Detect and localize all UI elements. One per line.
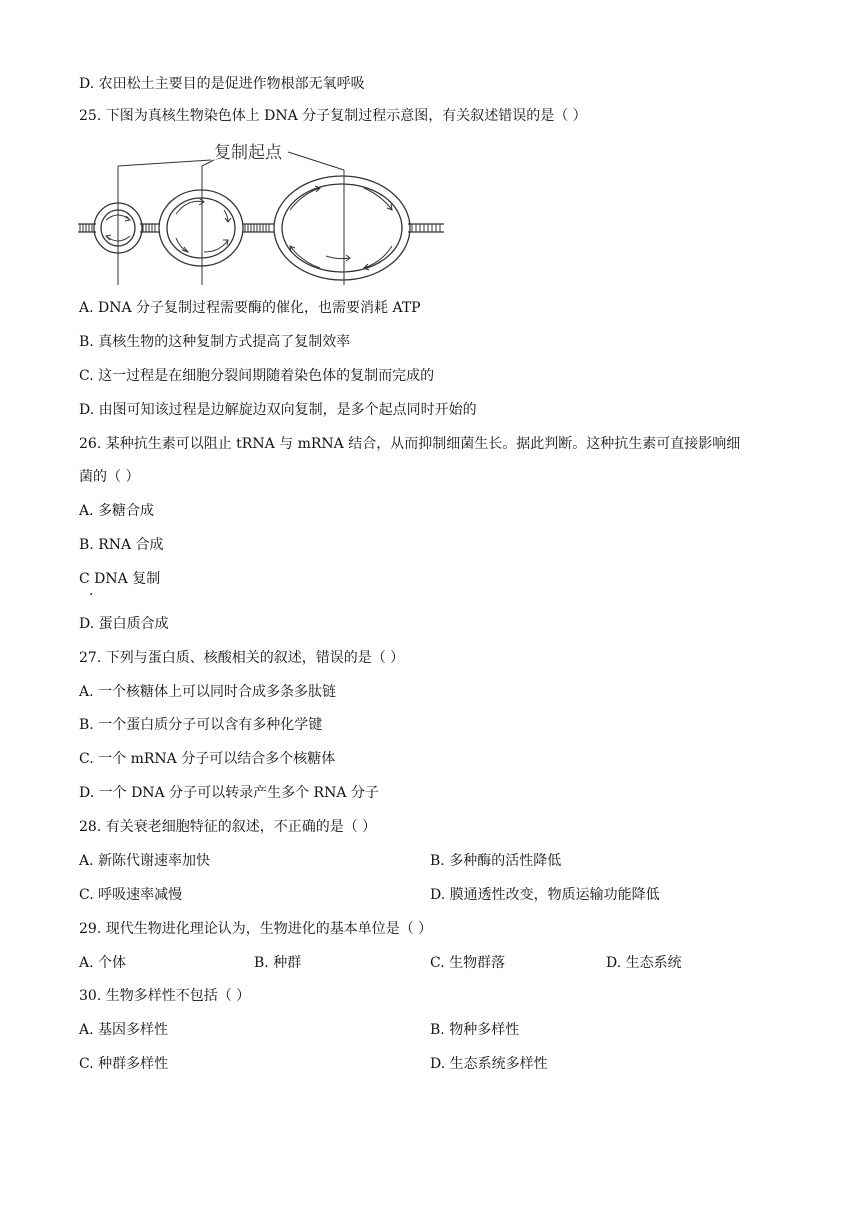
- q28-option-b: B. 多种酶的活性降低: [430, 853, 562, 869]
- q27-option-b: B. 一个蛋白质分子可以含有多种化学键: [79, 717, 323, 733]
- replication-origin-label: 复制起点: [214, 143, 282, 163]
- q30-option-b: B. 物种多样性: [430, 1022, 520, 1038]
- q30-option-a: A. 基因多样性: [79, 1022, 169, 1038]
- q26-option-b: B. RNA 合成: [79, 537, 164, 553]
- replication-bubbles: [94, 176, 410, 280]
- q25-option-b: B. 真核生物的这种复制方式提高了复制效率: [79, 334, 351, 350]
- base-pair-rungs: [80, 224, 440, 232]
- q29-option-d: D. 生态系统: [606, 955, 682, 971]
- q27-stem: 27. 下列与蛋白质、核酸相关的叙述，错误的是（ ）: [79, 650, 405, 666]
- q25-option-d: D. 由图可知该过程是边解旋边双向复制，是多个起点同时开始的: [79, 402, 477, 418]
- q25-option-c: C. 这一过程是在细胞分裂间期随着染色体的复制而完成的: [79, 368, 435, 384]
- q26-option-c: C DNA 复制: [79, 571, 161, 587]
- q29-stem: 29. 现代生物进化理论认为，生物进化的基本单位是（ ）: [79, 921, 433, 937]
- stray-dot-mark: ·: [89, 587, 94, 603]
- q26-stem-line2: 菌的（ ）: [79, 469, 140, 485]
- q30-option-c: C. 种群多样性: [79, 1056, 169, 1072]
- dna-replication-diagram: [76, 140, 448, 290]
- q26-option-a: A. 多糖合成: [79, 503, 155, 519]
- q30-option-d: D. 生态系统多样性: [430, 1056, 548, 1072]
- dna-duplex-segments: [78, 224, 444, 232]
- q28-stem: 28. 有关衰老细胞特征的叙述，不正确的是（ ）: [79, 819, 377, 835]
- q29-option-c: C. 生物群落: [430, 955, 506, 971]
- q28-option-d: D. 膜通透性改变，物质运输功能降低: [430, 887, 660, 903]
- q28-option-c: C. 呼吸速率减慢: [79, 887, 183, 903]
- q26-option-d: D. 蛋白质合成: [79, 616, 169, 632]
- q24-option-d: D. 农田松土主要目的是促进作物根部无氧呼吸: [79, 76, 365, 92]
- q29-option-a: A. 个体: [79, 955, 127, 971]
- q29-option-b: B. 种群: [254, 955, 302, 971]
- q25-option-a: A. DNA 分子复制过程需要酶的催化，也需要消耗 ATP: [79, 300, 421, 316]
- q27-option-c: C. 一个 mRNA 分子可以结合多个核糖体: [79, 751, 336, 767]
- q27-option-d: D. 一个 DNA 分子可以转录产生多个 RNA 分子: [79, 785, 379, 801]
- q26-stem-line1: 26. 某种抗生素可以阻止 tRNA 与 mRNA 结合，从而抑制细菌生长。据此判断。这种抗生素可直接影响细: [79, 436, 741, 452]
- q30-stem: 30. 生物多样性不包括（ ）: [79, 988, 251, 1004]
- q27-option-a: A. 一个核糖体上可以同时合成多条多肽链: [79, 684, 337, 700]
- q25-stem: 25. 下图为真核生物染色体上 DNA 分子复制过程示意图，有关叙述错误的是（ ）: [79, 108, 587, 124]
- q28-option-a: A. 新陈代谢速率加快: [79, 853, 211, 869]
